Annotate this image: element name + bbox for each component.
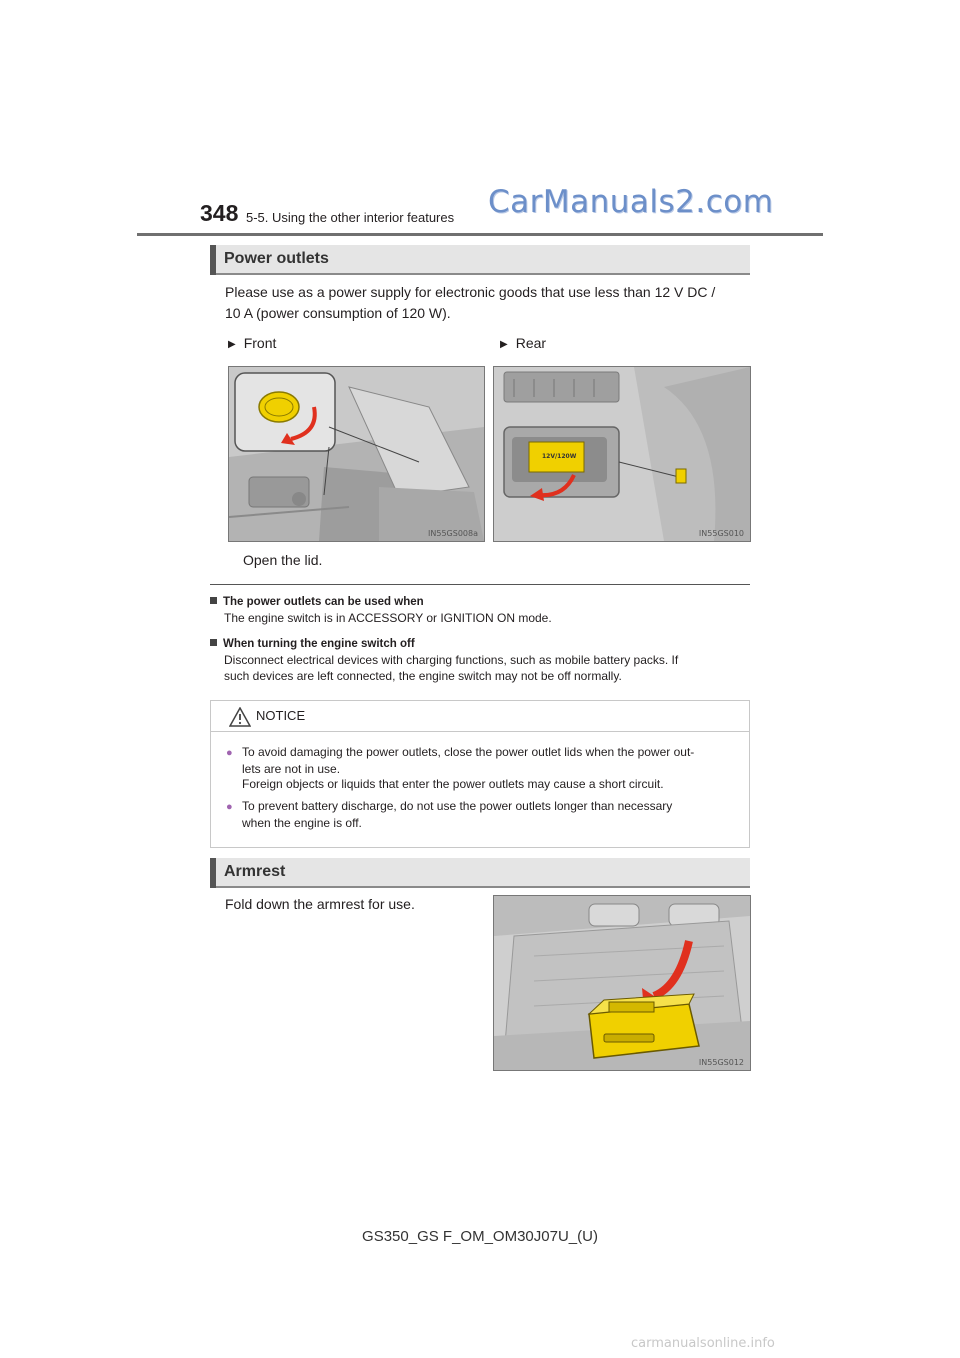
- rear-outlet-illustration: [493, 366, 751, 542]
- note-usable-when: [210, 596, 755, 626]
- note-title: When turning the engine switch off: [223, 638, 415, 650]
- notice-label: NOTICE: [256, 708, 306, 723]
- section-title: Power outlets: [224, 250, 329, 267]
- chapter-title: 5-5. Using the other interior features: [246, 210, 455, 225]
- note-title: The power outlets can be used when: [223, 596, 424, 608]
- front-label: ▶ Front: [228, 335, 277, 351]
- footer-doc-id: GS350_GS F_OM_OM30J07U_(U): [362, 1228, 598, 1245]
- notice-item-lids: ●To avoid damaging the power outlets, close the power outlet lids when the power out- lets are not in use. Foreign objects or liquids that enter the power outlets may cause a short circuit.: [226, 745, 743, 793]
- front-outlet-illustration: [228, 366, 485, 542]
- note-body: The engine switch is in ACCESSORY or IGNITION ON mode.: [224, 611, 552, 625]
- notes-divider: [210, 584, 750, 585]
- square-bullet-icon: [210, 597, 217, 604]
- watermark-top: CarManuals2.com: [488, 184, 774, 220]
- open-lid-caption: Open the lid.: [243, 552, 323, 568]
- notice-item-battery: ●To prevent battery discharge, do not use the power outlets longer than necessary when the engine is off.: [226, 799, 743, 831]
- intro-line-2: 10 A (power consumption of 120 W).: [225, 305, 451, 321]
- section-bar-power-outlets: [210, 245, 750, 275]
- note-body-line-1: Disconnect electrical devices with charging functions, such as mobile battery packs. If: [224, 653, 679, 667]
- notice-header: [211, 701, 749, 732]
- rear-label: ▶ Rear: [500, 335, 547, 351]
- armrest-figure-code: IN55GS012: [698, 1058, 744, 1067]
- triangle-bullet-icon: ▶: [500, 339, 508, 350]
- header-rule: [137, 233, 823, 236]
- intro-line-1: Please use as a power supply for electronic goods that use less than 12 V DC /: [225, 284, 716, 300]
- warning-triangle-icon: [229, 707, 251, 727]
- rear-figure-code: IN55GS010: [698, 529, 744, 538]
- bullet-dot-icon: [226, 799, 242, 816]
- note-body-line-2: such devices are left connected, the engine switch may not be off normally.: [224, 669, 622, 683]
- page-number: 348: [200, 200, 239, 226]
- front-figure-code: IN55GS008a: [428, 529, 478, 538]
- triangle-bullet-icon: ▶: [228, 339, 236, 350]
- section-bar-armrest: [210, 858, 750, 888]
- armrest-illustration: [493, 895, 751, 1071]
- notice-box: [210, 700, 750, 848]
- bullet-dot-icon: [226, 745, 242, 762]
- armrest-instruction: Fold down the armrest for use.: [225, 896, 415, 912]
- rear-outlet-rating-label: 12V/120W: [542, 453, 577, 460]
- watermark-bottom: carmanualsonline.info: [631, 1336, 775, 1351]
- note-engine-switch-off: [210, 638, 755, 684]
- power-outlets-intro: [225, 282, 750, 324]
- section-title: Armrest: [224, 863, 286, 880]
- square-bullet-icon: [210, 639, 217, 646]
